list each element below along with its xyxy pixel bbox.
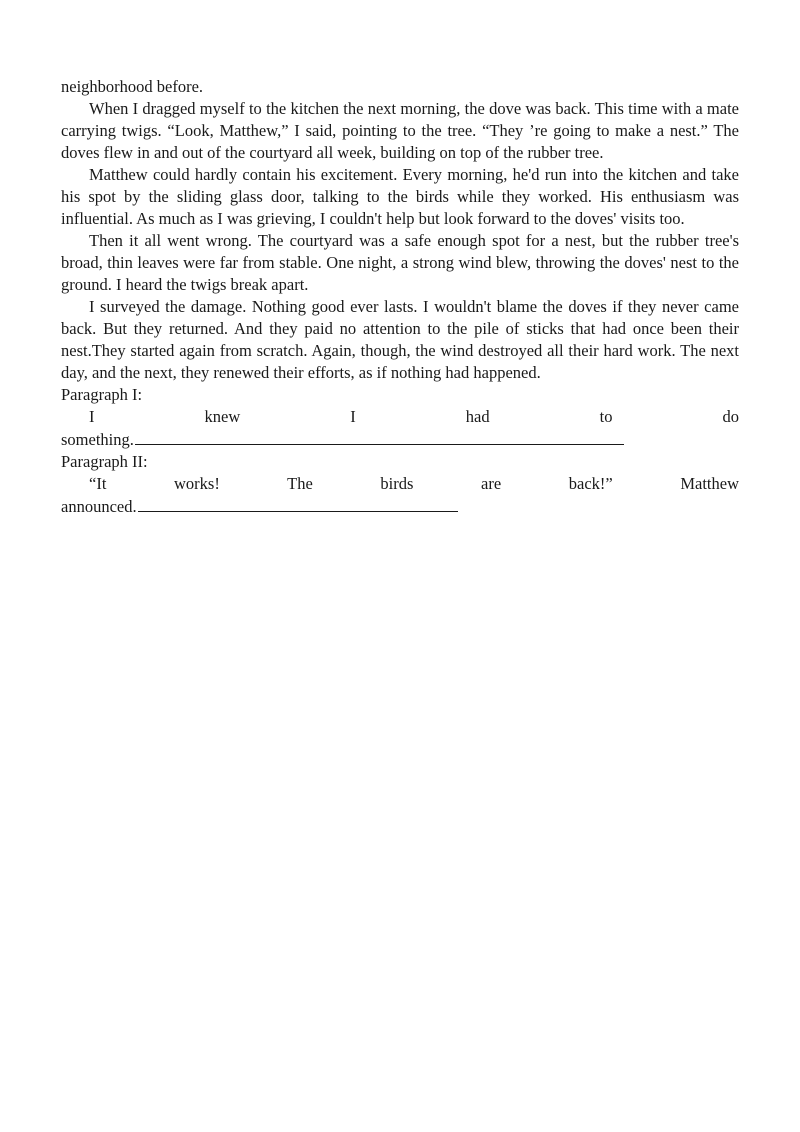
document-page <box>61 76 739 518</box>
paragraph-1-opening: I knew I had to do <box>89 407 739 426</box>
paragraph-2-continuation <box>61 495 739 518</box>
writing-line[interactable] <box>135 428 624 445</box>
paragraph-1-tail: something. <box>61 430 134 449</box>
story-paragraph: Matthew could hardly contain his excitement. Every morning, he'd run into the kitchen and take his spot by the sliding glass door, talking to the birds while they worked. His enthusiasm was influential. As much as I was grieving, I couldn't help but look forward to the doves' visits too. <box>61 165 739 228</box>
story-paragraph: neighborhood before. <box>61 77 204 96</box>
paragraph-2-label: Paragraph II: <box>61 452 148 471</box>
story-paragraph: When I dragged myself to the kitchen the next morning, the dove was back. This time with a mate carrying twigs. “Look, Matthew,” I said, pointing to the tree. “They ’re going to make a nest.” The doves flew in and out of the courtyard all week, building on top of the rubber tree. <box>61 99 739 162</box>
story-paragraph: Then it all went wrong. The courtyard was a safe enough spot for a nest, but the rubber tree's broad, thin leaves were far from stable. One night, a strong wind blew, throwing the doves' nest to the ground. I heard the twigs break apart. <box>61 231 739 294</box>
paragraph-2-opening: “It works! The birds are back!” Matthew <box>89 474 739 493</box>
paragraph-1-label: Paragraph I: <box>61 385 143 404</box>
paragraph-2-tail: announced. <box>61 497 137 516</box>
writing-line[interactable] <box>138 495 458 512</box>
paragraph-1-continuation <box>61 428 739 451</box>
story-paragraph: I surveyed the damage. Nothing good ever lasts. I wouldn't blame the doves if they never came back. But they returned. And they paid no attention to the pile of sticks that had once been their nest.They started again from scratch. Again, though, the wind destroyed all their hard work. The next day, and the next, they renewed their efforts, as if nothing had happened. <box>61 297 739 382</box>
